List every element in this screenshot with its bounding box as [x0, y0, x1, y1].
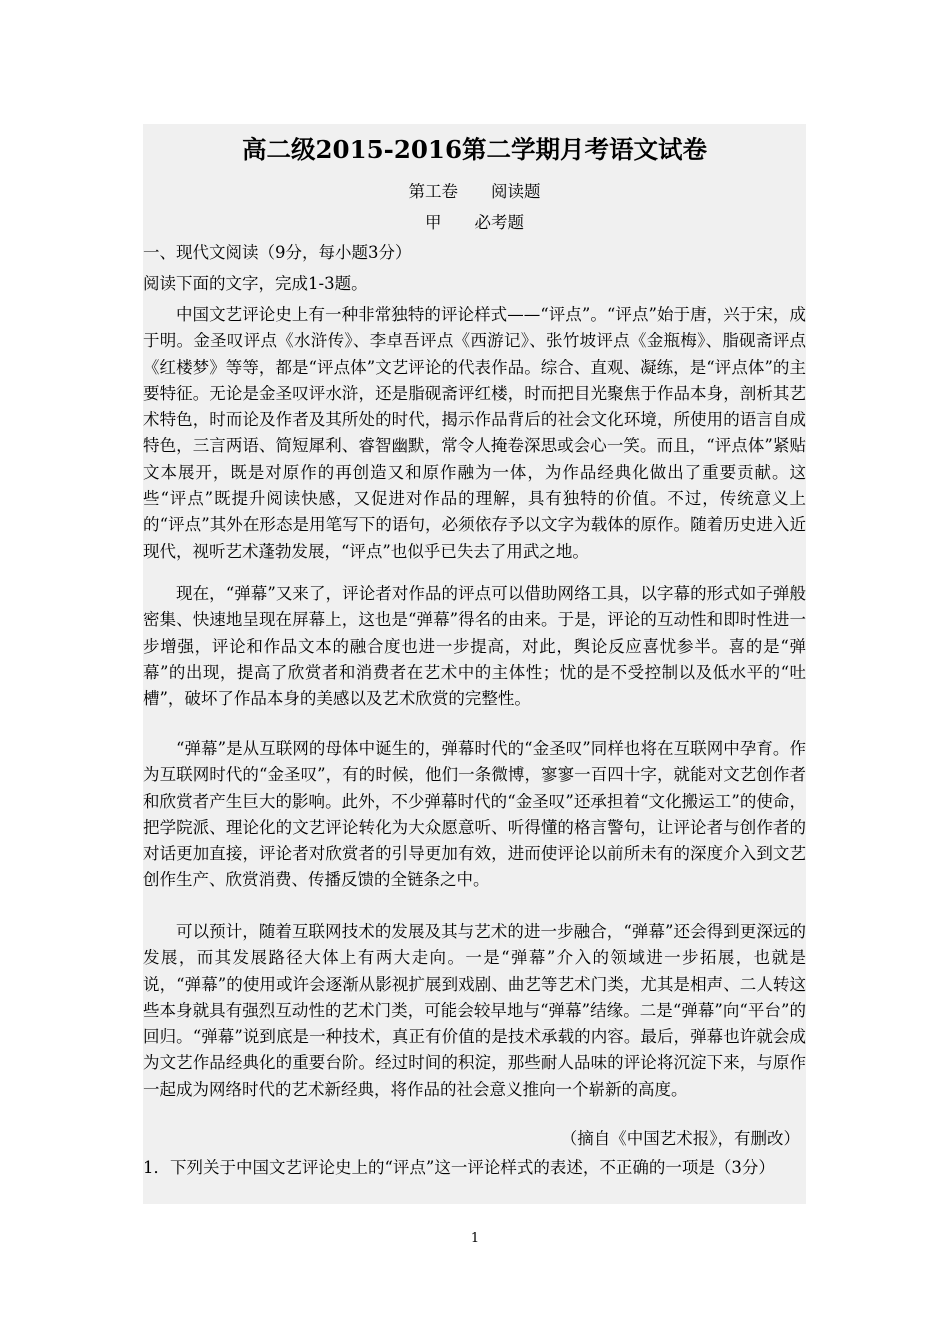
passage-paragraph-2: 现在，“弹幕”又来了，评论者对作品的评点可以借助网络工具，以字幕的形式如子弹般密集、快速地呈现在屏幕上，这也是“弹幕”得名的由来。于是，评论的互动性和即时性进一步增强，评论和作品文本的融合度也进一步提高，对此，舆论反应喜忧参半。喜的是“弹幕”的出现，提高了欣赏者和消费者在艺术中的主体性；忧的是不受控制以及低水平的“吐槽”，破坏了作品本身的美感以及艺术欣赏的完整性。	[143, 584, 806, 709]
volume-heading: 第工卷 阅读题	[408, 182, 541, 201]
reading-instruction: 阅读下面的文字，完成1-3题。	[143, 274, 368, 293]
source-note: （摘自《中国艺术报》，有删改）	[560, 1129, 800, 1148]
page-number: 1	[470, 1231, 480, 1246]
passage-paragraph-4: 可以预计，随着互联网技术的发展及其与艺术的进一步融合，“弹幕”还会得到更深远的发展，而其发展路径大体上有两大走向。一是“弹幕”介入的领域进一步拓展，也就是说，“弹幕”的使用或许会逐渐从影视扩展到戏剧、曲艺等艺术门类，尤其是相声、二人转这些本身就具有强烈互动性的艺术门类，可能会较早地与“弹幕”结缘。二是“弹幕”向“平台”的回归。“弹幕”说到底是一种技术，真正有价值的是技术承载的内容。最后，弹幕也许就会成为文艺作品经典化的重要台阶。经过时间的积淀，那些耐人品味的评论将沉淀下来，与原作一起成为网络时代的艺术新经典，将作品的社会意义推向一个崭新的高度。	[143, 922, 806, 1099]
section-heading: 甲 必考题	[425, 213, 524, 232]
exam-title: 高二级2015-2016第二学期月考语文试卷	[241, 135, 708, 164]
question-1: 1．下列关于中国文艺评论史上的“评点”这一评论样式的表述，不正确的一项是（3分）	[143, 1158, 775, 1177]
part-heading: 一、现代文阅读（9分，每小题3分）	[143, 243, 412, 262]
passage-paragraph-1: 中国文艺评论史上有一种非常独特的评论样式——“评点”。“评点”始于唐，兴于宋，成于明。金圣叹评点《水浒传》、李卓吾评点《西游记》、张竹坡评点《金瓶梅》、脂砚斋评点《红楼梦》等等，都是“评点体”文艺评论的代表作品。综合、直观、凝练，是“评点体”的主要特征。无论是金圣叹评水浒，还是脂砚斋评红楼，时而把目光聚焦于作品本身，剖析其艺术特色，时而论及作者及其所处的时代，揭示作品背后的社会文化环境，所使用的语言自成特色，三言两语、简短犀利、睿智幽默，常令人掩卷深思或会心一笑。而且，“评点体”紧贴文本展开，既是对原作的再创造又和原作融为一体，为作品经典化做出了重要贡献。这些“评点”既提升阅读快感，又促进对作品的理解，具有独特的价值。不过，传统意义上的“评点”其外在形态是用笔写下的语句，必须依存予以文字为载体的原作。随着历史进入近现代，视听艺术蓬勃发展，“评点”也似乎已失去了用武之地。	[143, 305, 806, 561]
document-page	[143, 124, 806, 1204]
passage-paragraph-3: “弹幕”是从互联网的母体中诞生的，弹幕时代的“金圣叹”同样也将在互联网中孕育。作为互联网时代的“金圣叹”，有的时候，他们一条微博，寥寥一百四十字，就能对文艺创作者和欣赏者产生巨大的影响。此外，不少弹幕时代的“金圣叹”还承担着“文化搬运工”的使命，把学院派、理论化的文艺评论转化为大众愿意听、听得懂的格言警句，让评论者与创作者的对话更加直接，评论者对欣赏者的引导更加有效，进而使评论以前所未有的深度介入到文艺创作生产、欣赏消费、传播反馈的全链条之中。	[143, 739, 806, 890]
